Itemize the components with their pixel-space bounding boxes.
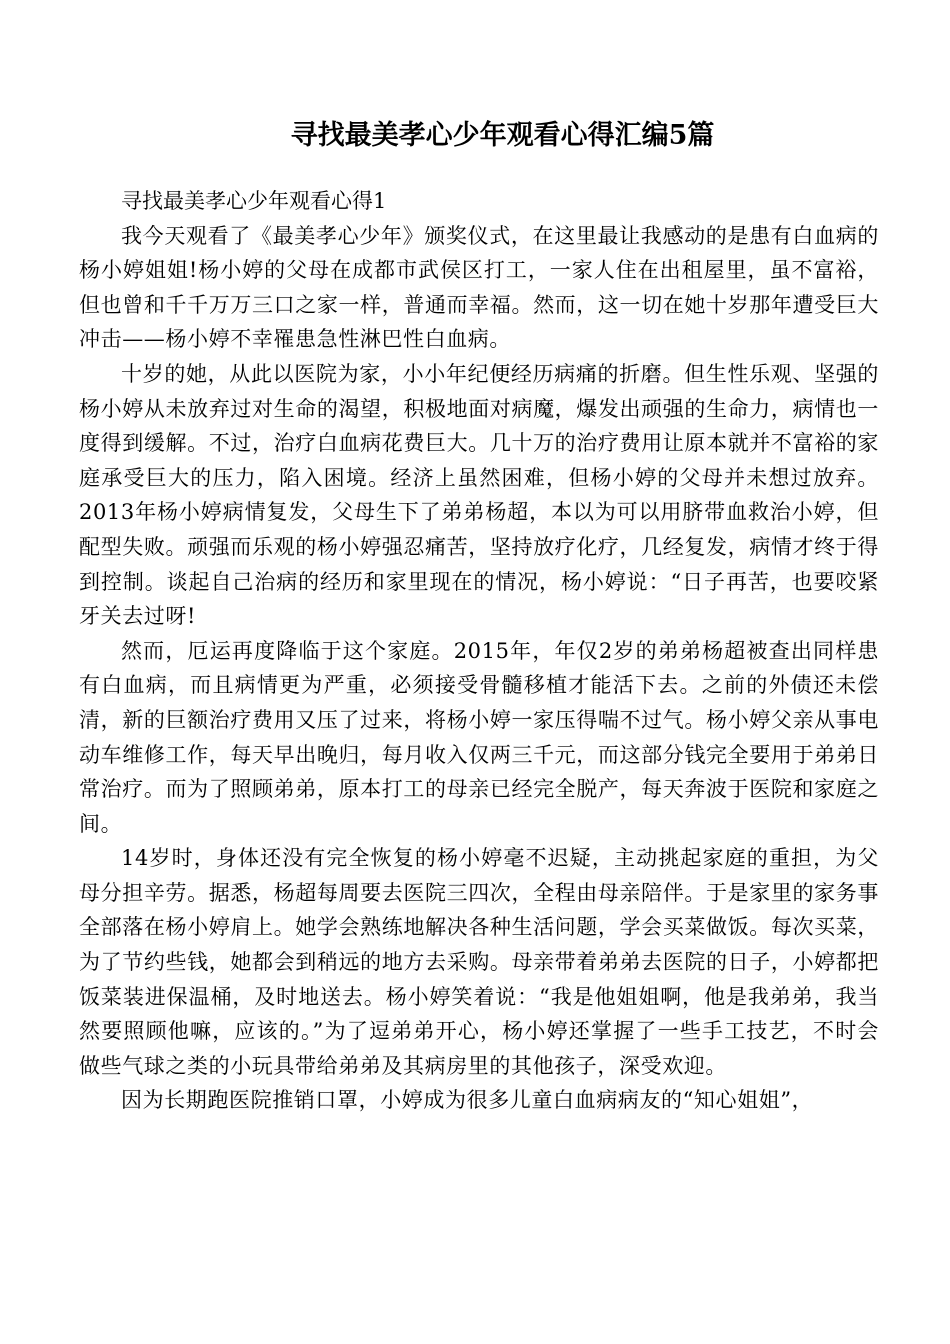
document-title: 寻找最美孝心少年观看心得汇编5篇: [290, 120, 715, 152]
paragraph-5: 因为长期跑医院推销口罩，小婷成为很多儿童白血病病友的“知心姐姐”，: [121, 1088, 814, 1113]
section-heading: 寻找最美孝心少年观看心得1: [121, 189, 387, 213]
paragraph-2: 十岁的她，从此以医院为家，小小年纪便经历病痛的折磨。但生性乐观、坚强的杨小婷从未放弃过对生命的渴望，积极地面对病魔，爆发出顽强的生命力，病情也一度得到缓解。不过，治疗白血病花费巨大。几十万的治疗费用让原本就并不富裕的家庭承受巨大的压力，陷入困境。经济上虽然困难，但杨小婷的父母并未想过放弃。2013年杨小婷病情复发，父母生下了弟弟杨超，本以为可以用脐带血救治小婷，但配型失败。顽强而乐观的杨小婷强忍痛苦，坚持放疗化疗，几经复发，病情才终于得到控制。谈起自己治病的经历和家里现在的情况，杨小婷说：“日子再苦，也要咬紧牙关去过呀!: [79, 361, 879, 629]
paragraph-4: 14岁时，身体还没有完全恢复的杨小婷毫不迟疑，主动挑起家庭的重担，为父母分担辛劳。据悉，杨超每周要去医院三四次，全程由母亲陪伴。于是家里的家务事全部落在杨小婷肩上。她学会熟练地解决各种生活问题，学会买菜做饭。每次买菜，为了节约些钱，她都会到稍远的地方去采购。母亲带着弟弟去医院的日子，小婷都把饭菜装进保温桶，及时地送去。杨小婷笑着说：“我是他姐姐啊，他是我弟弟，我当然要照顾他嘛，应该的。”为了逗弟弟开心，杨小婷还掌握了一些手工技艺，不时会做些气球之类的小玩具带给弟弟及其病房里的其他孩子，深受欢迎。: [79, 846, 879, 1078]
document-body: [79, 184, 879, 1118]
paragraph-3: 然而，厄运再度降临于这个家庭。2015年，年仅2岁的弟弟杨超被查出同样患有白血病，而且病情更为严重，必须接受骨髓移植才能活下去。之前的外债还未偿清，新的巨额治疗费用又压了过来，将杨小婷一家压得喘不过气。杨小婷父亲从事电动车维修工作，每天早出晚归，每月收入仅两三千元，而这部分钱完全要用于弟弟日常治疗。而为了照顾弟弟，原本打工的母亲已经完全脱产，每天奔波于医院和家庭之间。: [79, 638, 879, 836]
paragraph-1: 我今天观看了《最美孝心少年》颁奖仪式，在这里最让我感动的是患有白血病的杨小婷姐姐!杨小婷的父母在成都市武侯区打工，一家人住在出租屋里，虽不富裕，但也曾和千千万万三口之家一样，普通而幸福。然而，这一切在她十岁那年遭受巨大冲击——杨小婷不幸罹患急性淋巴性白血病。: [79, 223, 879, 352]
